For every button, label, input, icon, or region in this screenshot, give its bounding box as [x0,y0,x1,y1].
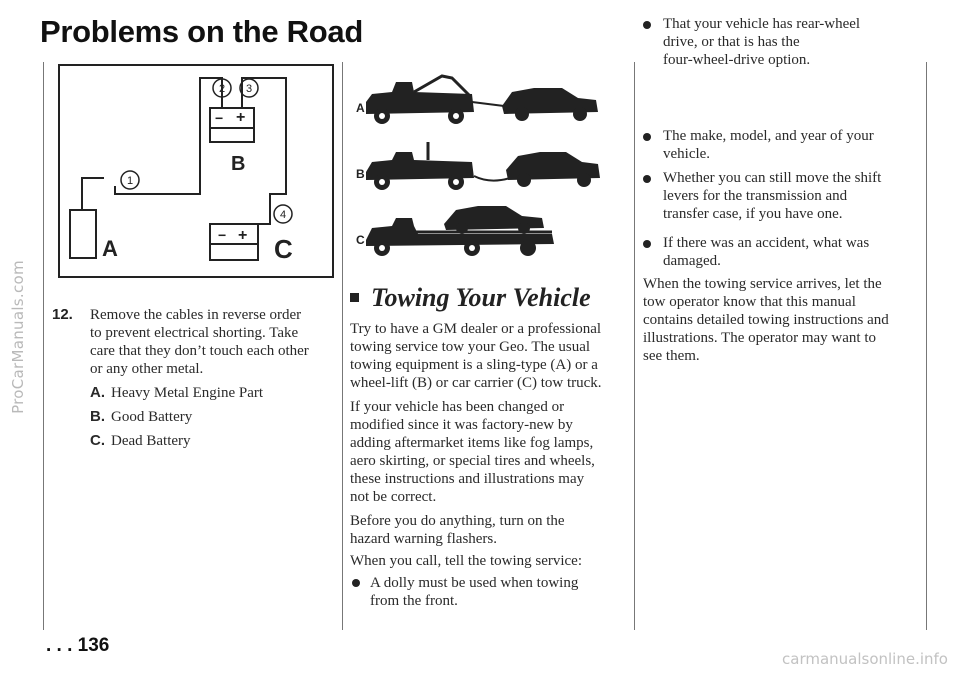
marker-4: 4 [279,209,287,221]
bullet-shift-levers: Whether you can still move the shift levers for the transmission and transfer case, if you have one. [663,170,882,222]
bullet-accident: If there was an accident, what was damaged. [663,235,870,269]
heading-square-icon [350,293,359,302]
towing-para-4: When you call, tell the towing service: [350,553,583,569]
step-number: 12. [52,306,73,323]
label-c: C [274,234,293,264]
engine-part-shape [70,210,96,258]
marker-1: 1 [126,175,134,187]
legend-c: C. Dead Battery [90,432,191,449]
towing-arrival-para: When the towing service arrives, let the tow operator know that this manual contains detailed towing instructions and illustrations. The operator may want to see them. [643,276,889,364]
label-a: A [102,236,118,261]
wheel-lift-truck [366,142,600,190]
towing-para-3: Before you do anything, turn on the hazard warning flashers. [350,513,565,547]
minus-c: − [218,227,227,243]
page-title: Problems on the Road [40,14,363,49]
towing-para-2: If your vehicle has been changed or modified since it was factory-new by adding aftermarket items like fog lamps, aero skirting, or special tires and wheels, these instructions and illustrations may not be correct. [350,399,595,505]
tow-truck-illustrations [352,72,624,272]
bullet-icon [643,133,651,141]
bullet-icon [352,579,360,587]
legend-a: A. Heavy Metal Engine Part [90,384,264,401]
jump-start-diagram [58,64,334,278]
car-carrier-truck [366,206,554,256]
marker-2: 2 [218,83,226,95]
towing-heading: Towing Your Vehicle [350,283,591,313]
column-rule-left [43,62,44,630]
step-line: care that they don’t touch each other [90,343,309,359]
tow-label-a: A [356,101,365,115]
step-line: or any other metal. [90,361,204,377]
footer-watermark: carmanualsonline.info [782,650,948,668]
towing-para-1: Try to have a GM dealer or a professional towing service tow your Geo. The usual towing equipment is a sling-type (A) or a wheel-lift (B) or car carrier (C) tow truck. [350,321,602,391]
label-b: B [231,153,246,175]
sling-type-truck [366,76,598,124]
step-text [90,306,342,378]
step-line: Remove the cables in reverse order [90,307,302,323]
page-number: . . . 136 [46,635,110,656]
bullet-icon [643,175,651,183]
step-line: to prevent electrical shorting. Take [90,325,299,341]
bullet-icon [643,21,651,29]
tow-label-c: C [356,233,365,247]
bullet-rear-wheel: That your vehicle has rear-wheel drive, or that is has the four-wheel-drive option. [663,16,861,68]
side-watermark: ProCarManuals.com [9,259,27,414]
bullet-dolly: A dolly must be used when towing from the front. [370,575,579,609]
plus-c: + [238,227,248,244]
plus-b: + [236,109,246,126]
tow-label-b: B [356,167,365,181]
bullet-make-model: The make, model, and year of your vehicle. [663,128,874,162]
bullet-icon [643,240,651,248]
column-rule-middle [342,62,343,630]
marker-3: 3 [245,83,253,95]
legend-b: B. Good Battery [90,408,193,425]
battery-connection-figure [60,66,332,276]
minus-b: − [215,110,224,126]
